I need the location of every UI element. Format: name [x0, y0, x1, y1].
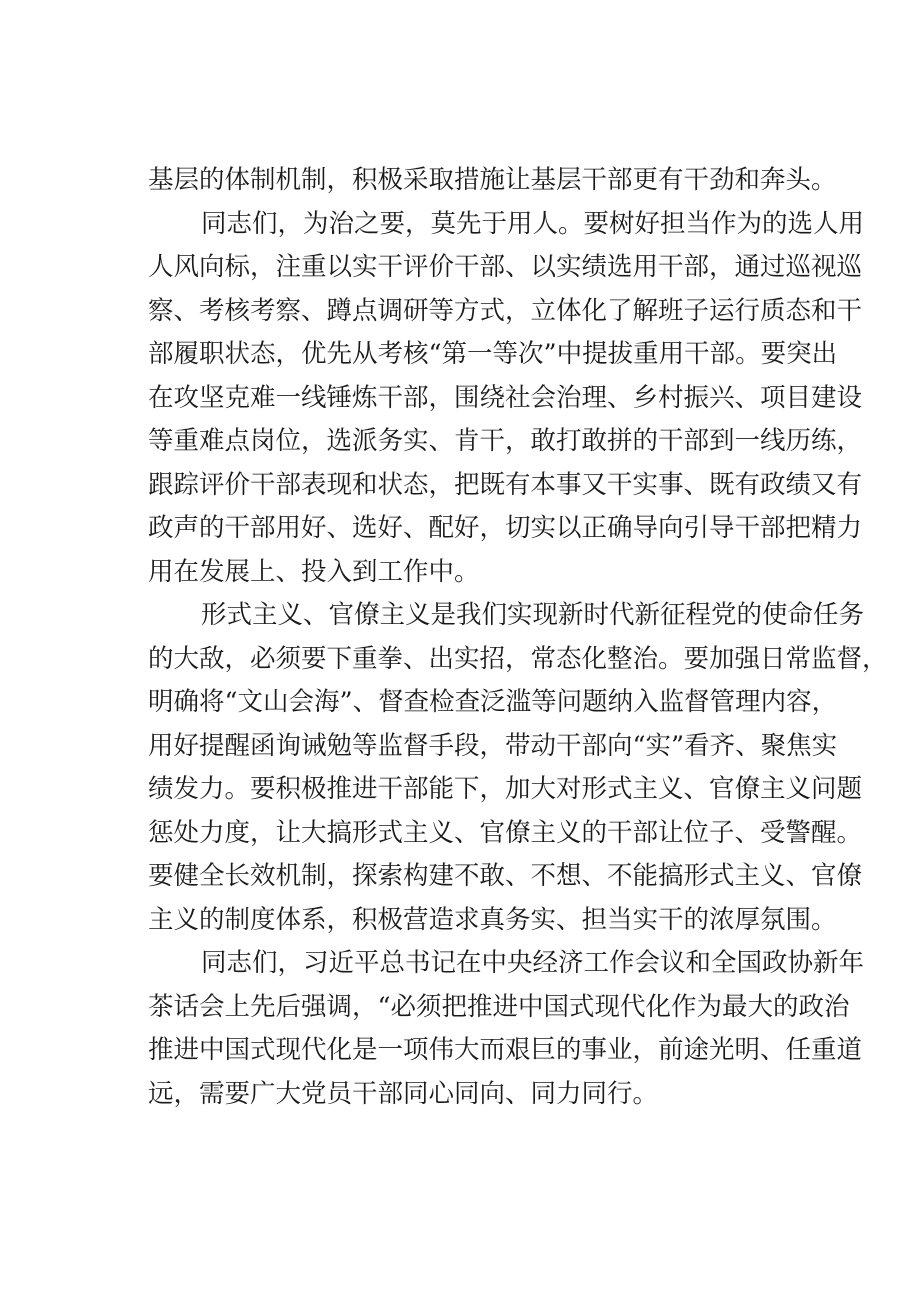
text-line: 用在发展上、投入到工作中。 — [148, 556, 480, 587]
text-line: 要健全长效机制，探索构建不敢、不想、不能搞形式主义、官僚 — [148, 861, 863, 891]
text-line: 惩处力度，让大搞形式主义、官僚主义的干部让位子、受警醒。 — [148, 817, 863, 848]
text-line: 绩发力。要积极推进干部能下，加大对形式主义、官僚主义问题 — [148, 774, 863, 804]
text-line: 远，需要广大党员干部同心同向、同力同行。 — [148, 1078, 659, 1109]
text-line: 基层的体制机制，积极采取措施让基层干部更有干劲和奔头。 — [148, 165, 837, 195]
text-line: 形式主义、官僚主义是我们实现新时代新征程党的使命任务 — [201, 600, 865, 630]
text-line: 等重难点岗位，选派务实、肯干，敢打敢拼的干部到一线历练， — [148, 426, 863, 456]
body-text — [148, 159, 888, 1116]
text-line: 用好提醒函询诫勉等监督手段，带动干部向“实”看齐、聚焦实 — [148, 730, 838, 761]
text-line: 主义的制度体系，积极营造求真务实、担当实干的浓厚氛围。 — [148, 904, 837, 935]
text-line: 明确将“文山会海”、督查检查泛滥等问题纳入监督管理内容， — [148, 687, 838, 717]
text-line: 推进中国式现代化是一项伟大而艰巨的事业，前途光明、任重道 — [148, 1035, 863, 1065]
text-line: 在攻坚克难一线锤炼干部，围绕社会治理、乡村振兴、项目建设 — [148, 382, 863, 413]
text-line: 政声的干部用好、选好、配好，切实以正确导向引导干部把精力 — [148, 513, 863, 543]
text-line: 人风向标，注重以实干评价干部、以实绩选用干部，通过巡视巡 — [148, 252, 863, 282]
text-line: 同志们，习近平总书记在中央经济工作会议和全国政协新年 — [201, 948, 865, 978]
text-line: 察、考核考察、蹲点调研等方式，立体化了解班子运行质态和干 — [148, 295, 863, 326]
text-line: 跟踪评价干部表现和状态，把既有本事又干实事、既有政绩又有 — [148, 469, 863, 500]
text-line: 茶话会上先后强调，“必须把推进中国式现代化作为最大的政治 — [148, 991, 850, 1022]
text-line: 同志们，为治之要，莫先于用人。要树好担当作为的选人用 — [201, 208, 865, 239]
text-line: 的大敌，必须要下重拳、出实招，常态化整治。要加强日常监督， — [148, 643, 888, 674]
text-line: 部履职状态，优先从考核“第一等次”中提拔重用干部。要突出 — [148, 339, 838, 369]
